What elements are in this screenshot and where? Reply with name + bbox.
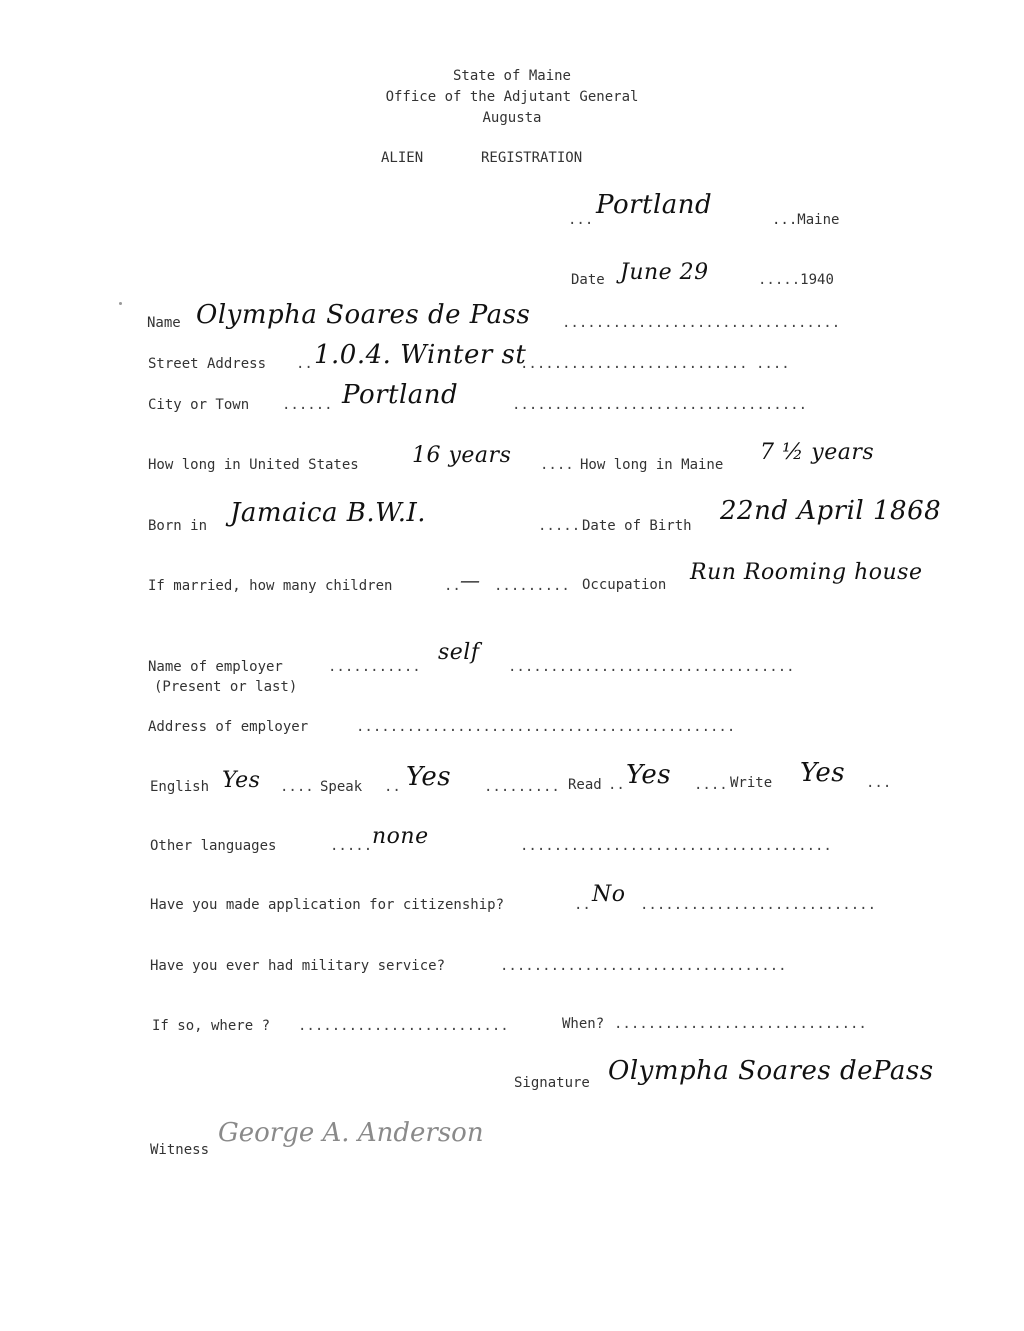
occupation-value: Run Rooming house — [690, 560, 923, 585]
citizenship-label: Have you made application for citizenship? — [150, 897, 505, 913]
street-dots-b: ........................... .... — [520, 356, 790, 372]
when-dots: .............................. — [614, 1016, 867, 1032]
born-in-label: Born in — [148, 518, 208, 534]
stray-mark — [119, 302, 122, 305]
name-value: Olympha Soares de Pass — [196, 300, 531, 330]
employer-value: self — [438, 640, 480, 665]
employer-dots-a: ........... — [328, 659, 421, 675]
employer-address-dots: ............................................. — [356, 719, 736, 735]
how-long-maine-label: How long in Maine — [580, 457, 724, 473]
military-label: Have you ever had military service? — [150, 958, 446, 974]
name-label: Name — [147, 315, 181, 331]
header-city: Augusta — [482, 110, 542, 126]
when-label: When? — [562, 1016, 605, 1032]
born-in-value: Jamaica B.W.I. — [230, 498, 427, 528]
witness-value: George A. Anderson — [218, 1118, 484, 1148]
english-label: English — [150, 779, 210, 795]
how-long-us-value: 16 years — [412, 443, 512, 468]
military-dots: .................................. — [500, 958, 787, 974]
date-label: Date — [571, 272, 605, 288]
dob-label: Date of Birth — [582, 518, 692, 534]
english-value: Yes — [222, 768, 261, 793]
city-value: Portland — [342, 380, 459, 410]
employer-address-label: Address of employer — [148, 719, 309, 735]
street-value: 1.0.4. Winter st — [314, 340, 527, 370]
witness-label: Witness — [150, 1142, 210, 1158]
place-dots-left: ... — [568, 212, 594, 228]
read-label: Read — [568, 777, 602, 793]
speak-label: Speak — [320, 779, 363, 795]
write-dots: ... — [866, 775, 892, 791]
how-long-us-label: How long in United States — [148, 457, 359, 473]
employer-dots-b: .................................. — [508, 659, 795, 675]
other-languages-dots-b: ..................................... — [520, 838, 832, 854]
date-year: 1940 — [800, 272, 834, 288]
city-label: City or Town — [148, 397, 250, 413]
date-dots: ..... — [758, 272, 801, 288]
employer-sublabel: (Present or last) — [154, 679, 298, 695]
place-suffix: Maine — [797, 212, 840, 228]
speak-dots-a: .. — [384, 779, 401, 795]
street-label: Street Address — [148, 356, 267, 372]
header-office: Office of the Adjutant General — [385, 89, 639, 105]
read-value: Yes — [626, 760, 672, 790]
place-maine — [772, 212, 839, 228]
citizenship-dots-b: ............................ — [640, 897, 877, 913]
children-value: — — [460, 568, 481, 592]
other-languages-value: none — [372, 824, 429, 849]
write-value: Yes — [800, 758, 846, 788]
city-dots-a: ...... — [282, 397, 333, 413]
how-long-dots: .... — [540, 457, 574, 473]
dob-value: 22nd April 1868 — [720, 496, 942, 526]
citizenship-dots-a: .. — [574, 897, 591, 913]
employer-label: Name of employer — [148, 659, 283, 675]
date-year-row — [758, 272, 834, 288]
header-state: State of Maine — [452, 68, 571, 84]
other-languages-dots-a: ..... — [330, 838, 373, 854]
signature-value: Olympha Soares dePass — [608, 1056, 934, 1086]
children-dots-b: ......... — [494, 578, 570, 594]
read-dots-a: .. — [608, 777, 625, 793]
english-dots: .... — [280, 779, 314, 795]
title-alien: ALIEN — [381, 150, 424, 166]
speak-dots-b: ......... — [484, 779, 560, 795]
where-label: If so, where ? — [152, 1018, 271, 1034]
children-label: If married, how many children — [148, 578, 393, 594]
city-dots-b: ................................... — [512, 397, 808, 413]
date-value: June 29 — [620, 260, 709, 285]
place-value: Portland — [596, 190, 713, 220]
place-dots-right: ... — [772, 212, 798, 228]
title-registration: REGISTRATION — [481, 150, 583, 166]
citizenship-value: No — [592, 882, 626, 907]
other-languages-label: Other languages — [150, 838, 277, 854]
name-dots: ................................. — [562, 315, 841, 331]
how-long-maine-value: 7 ½ years — [760, 440, 875, 465]
where-dots: ......................... — [298, 1018, 509, 1034]
street-dots-a: .. — [296, 356, 313, 372]
occupation-label: Occupation — [582, 577, 667, 593]
read-dots-b: .... — [694, 777, 728, 793]
born-dots: ..... — [538, 518, 581, 534]
signature-label: Signature — [514, 1075, 590, 1091]
speak-value: Yes — [406, 762, 452, 792]
children-dots-a: .. — [444, 578, 461, 594]
write-label: Write — [730, 775, 773, 791]
